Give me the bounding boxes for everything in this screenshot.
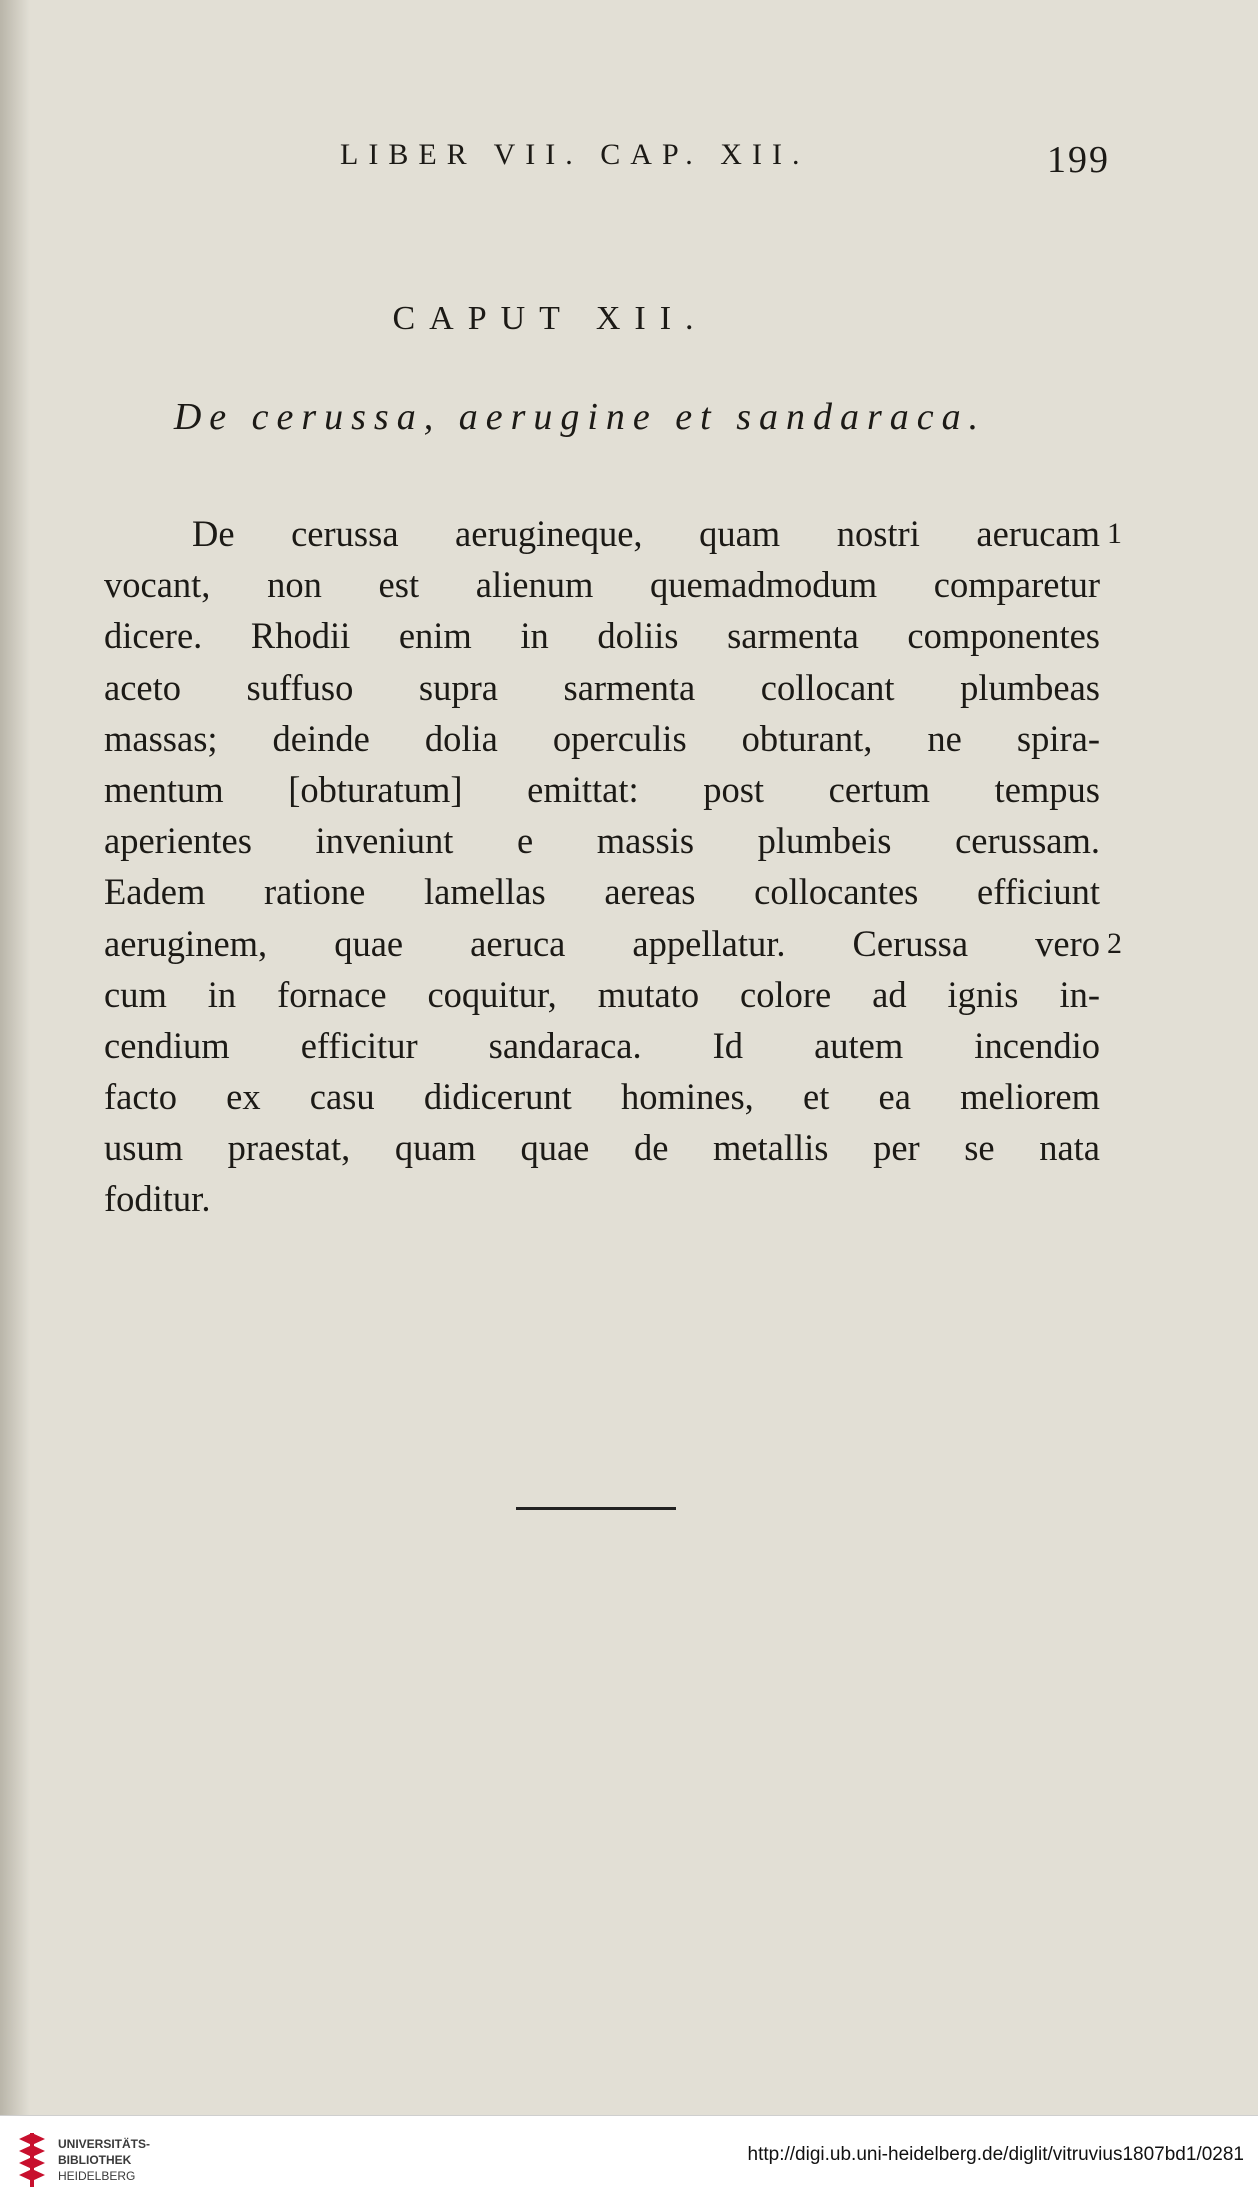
section-end-rule [516, 1507, 676, 1510]
margin-number: 1 [1107, 517, 1122, 550]
text-line: Eadem ratione lamellas aereas collocantes efficiunt [104, 871, 1100, 913]
text-line: facto ex casu didicerunt homines, et ea meliorem [104, 1076, 1100, 1118]
library-name-line: UNIVERSITÄTS- [58, 2137, 151, 2151]
running-head-title: LIBER VII. CAP. XII. [340, 138, 810, 171]
text-line: cendium efficitur sandaraca. Id autem incendio [104, 1024, 1100, 1066]
library-name-line: BIBLIOTHEK [58, 2153, 132, 2167]
text-line [104, 918, 1122, 969]
text-line-content: De cerussa aerugineque, quam nostri aerucam [192, 513, 1100, 554]
text-line: aceto suffuso supra sarmenta collocant plumbeas [104, 666, 1100, 708]
text-line: usum praestat, quam quae de metallis per se nata [104, 1127, 1100, 1169]
running-head [100, 138, 1120, 188]
text-line: foditur. [104, 1178, 211, 1220]
text-line-content: aeruginem, quae aeruca appellatur. Cerussa vero [104, 922, 1100, 964]
text-line [104, 508, 1122, 559]
text-line: massas; deinde dolia operculis obturant, ne spira- [104, 717, 1100, 759]
margin-number: 2 [1107, 926, 1122, 960]
text-line: dicere. Rhodii enim in doliis sarmenta componentes [104, 615, 1100, 657]
source-url-link[interactable]: http://digi.ub.uni-heidelberg.de/diglit/vitruvius1807bd1/0281 [747, 2144, 1244, 2165]
text-line: aperientes inveniunt e massis plumbeis cerussam. [104, 820, 1100, 862]
library-name [58, 2136, 150, 2184]
chapter-title: CAPUT XII. [392, 300, 708, 337]
page-number: 199 [1047, 139, 1110, 181]
library-name-line: HEIDELBERG [58, 2169, 136, 2183]
chapter-subtitle: De cerussa, aerugine et sandaraca. [173, 396, 987, 438]
library-logo-icon [16, 2131, 48, 2189]
library-footer [0, 2115, 1258, 2206]
text-line: cum in fornace coquitur, mutato colore ad ignis in- [104, 973, 1100, 1015]
text-line: mentum [obturatum] emittat: post certum tempus [104, 768, 1100, 810]
body-paragraph [104, 508, 1122, 1225]
text-line: vocant, non est alienum quemadmodum comparetur [104, 564, 1100, 606]
